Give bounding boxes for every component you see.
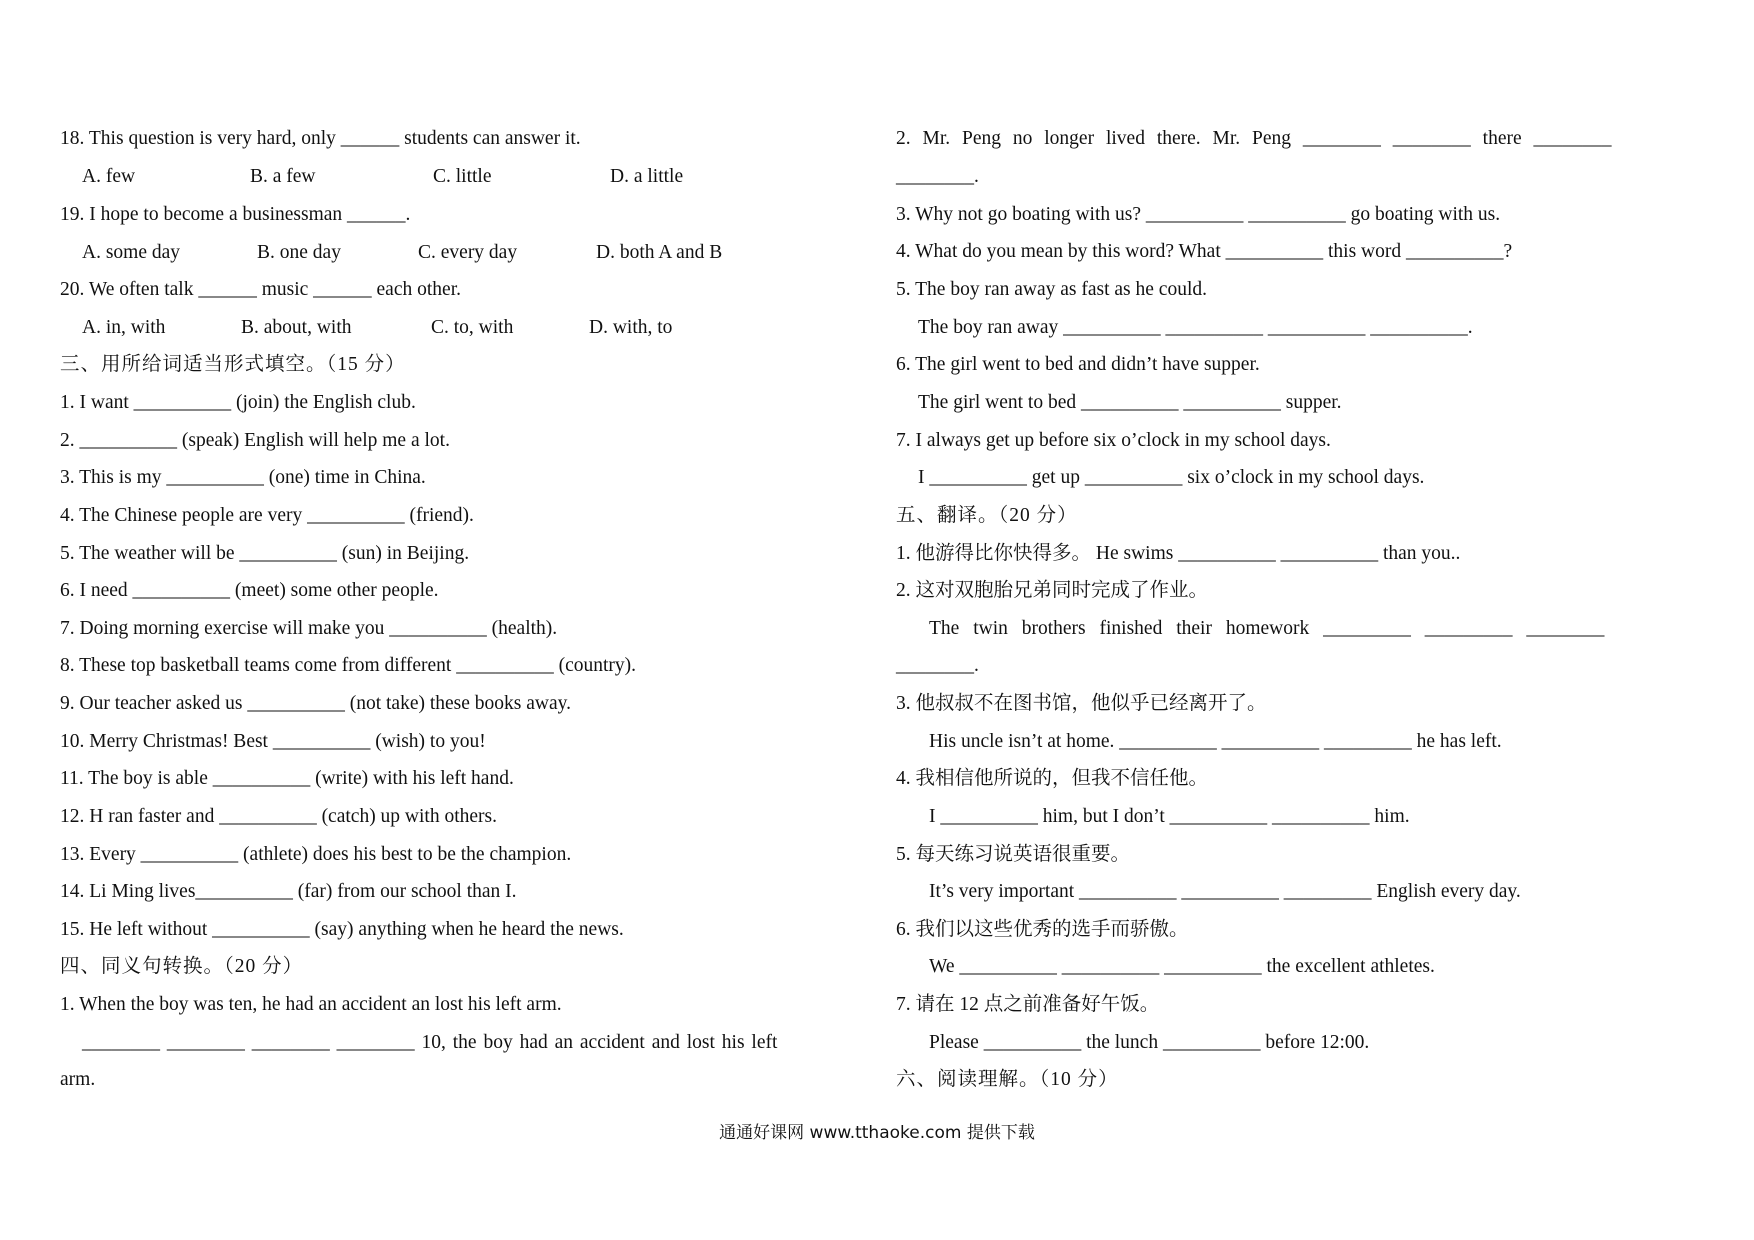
fill-item-1: 1. I want __________ (join) the English club.: [60, 392, 416, 413]
translate-item-5-answer: It’s very important __________ __________ _________ English every day.: [929, 881, 1521, 902]
page-footer: 通通好课网 www.tthaoke.com 提供下载: [719, 1123, 1035, 1143]
rewrite-item-1: 1. When the boy was ten, he had an accident an lost his left arm.: [60, 994, 562, 1015]
question-18: 18. This question is very hard, only ______ students can answer it.: [60, 128, 581, 149]
q20-option-b: B. about, with: [241, 317, 352, 338]
translate-item-4: 4. 我相信他所说的，但我不信任他。: [896, 768, 1209, 789]
rewrite-item-4: 4. What do you mean by this word? What __________ this word __________?: [896, 241, 1513, 262]
fill-item-6: 6. I need __________ (meet) some other people.: [60, 580, 439, 601]
fill-item-10: 10. Merry Christmas! Best __________ (wish) to you!: [60, 731, 486, 752]
translate-item-2: 2. 这对双胞胎兄弟同时完成了作业。: [896, 580, 1209, 601]
fill-item-7: 7. Doing morning exercise will make you __________ (health).: [60, 618, 558, 639]
q18-option-b: B. a few: [250, 166, 316, 187]
rewrite-item-5: 5. The boy ran away as fast as he could.: [896, 279, 1208, 300]
translate-item-3-answer: His uncle isn’t at home. __________ __________ _________ he has left.: [929, 731, 1502, 752]
q19-option-d: D. both A and B: [596, 242, 723, 263]
q18-option-c: C. little: [433, 166, 492, 187]
q20-option-a: A. in, with: [82, 317, 166, 338]
fill-item-4: 4. The Chinese people are very __________ (friend).: [60, 505, 474, 526]
fill-item-5: 5. The weather will be __________ (sun) in Beijing.: [60, 543, 470, 564]
translate-item-7: 7. 请在 12 点之前准备好午饭。: [896, 994, 1160, 1015]
translate-item-1: 1. 他游得比你快得多。 He swims __________ __________ than you..: [896, 543, 1461, 564]
section-6-heading: 六、阅读理解。（10 分）: [896, 1069, 1119, 1090]
translate-item-2-answer: The twin brothers finished their homework _________ _________ ________: [929, 618, 1605, 639]
translate-item-7-answer: Please __________ the lunch __________ before 12:00.: [929, 1032, 1370, 1053]
fill-item-13: 13. Every __________ (athlete) does his best to be the champion.: [60, 844, 572, 865]
rewrite-item-3: 3. Why not go boating with us? __________ __________ go boating with us.: [896, 204, 1501, 225]
translate-item-5: 5. 每天练习说英语很重要。: [896, 844, 1131, 865]
translate-item-3: 3. 他叔叔不在图书馆，他似乎已经离开了。: [896, 693, 1267, 714]
fill-item-3: 3. This is my __________ (one) time in China.: [60, 467, 426, 488]
rewrite-item-6: 6. The girl went to bed and didn’t have supper.: [896, 354, 1260, 375]
translate-item-2-continued: ________.: [896, 655, 979, 676]
fill-item-2: 2. __________ (speak) English will help me a lot.: [60, 430, 450, 451]
question-19: 19. I hope to become a businessman ______.: [60, 204, 411, 225]
q18-option-a: A. few: [82, 166, 136, 187]
section-3-heading: 三、用所给词适当形式填空。（15 分）: [60, 354, 406, 375]
rewrite-item-7-answer: I __________ get up __________ six o’clock in my school days.: [918, 467, 1425, 488]
rewrite-item-1-answer: ________ ________ ________ ________ 10, the boy had an accident and lost his left: [82, 1032, 778, 1053]
q18-option-d: D. a little: [610, 166, 684, 187]
translate-item-4-answer: I __________ him, but I don’t __________ __________ him.: [929, 806, 1410, 827]
translate-item-6: 6. 我们以这些优秀的选手而骄傲。: [896, 919, 1189, 940]
fill-item-14: 14. Li Ming lives__________ (far) from our school than I.: [60, 881, 517, 902]
fill-item-12: 12. H ran faster and __________ (catch) up with others.: [60, 806, 498, 827]
section-4-heading: 四、同义句转换。（20 分）: [60, 956, 304, 977]
rewrite-item-1-continued: arm.: [60, 1069, 96, 1090]
rewrite-item-5-answer: The boy ran away __________ __________ __________ __________.: [918, 317, 1473, 338]
section-5-heading: 五、翻译。（20 分）: [896, 505, 1078, 526]
rewrite-item-2-continued: ________.: [896, 166, 979, 187]
question-20: 20. We often talk ______ music ______ each other.: [60, 279, 461, 300]
rewrite-item-6-answer: The girl went to bed __________ __________ supper.: [918, 392, 1342, 413]
q19-option-b: B. one day: [257, 242, 341, 263]
rewrite-item-2: 2. Mr. Peng no longer lived there. Mr. Peng ________ ________ there ________: [896, 128, 1612, 149]
rewrite-item-7: 7. I always get up before six o’clock in my school days.: [896, 430, 1331, 451]
fill-item-15: 15. He left without __________ (say) anything when he heard the news.: [60, 919, 624, 940]
q19-option-a: A. some day: [82, 242, 181, 263]
q20-option-d: D. with, to: [589, 317, 673, 338]
fill-item-9: 9. Our teacher asked us __________ (not take) these books away.: [60, 693, 572, 714]
fill-item-11: 11. The boy is able __________ (write) with his left hand.: [60, 768, 514, 789]
translate-item-6-answer: We __________ __________ __________ the excellent athletes.: [929, 956, 1435, 977]
q19-option-c: C. every day: [418, 242, 518, 263]
fill-item-8: 8. These top basketball teams come from different __________ (country).: [60, 655, 637, 676]
q20-option-c: C. to, with: [431, 317, 514, 338]
